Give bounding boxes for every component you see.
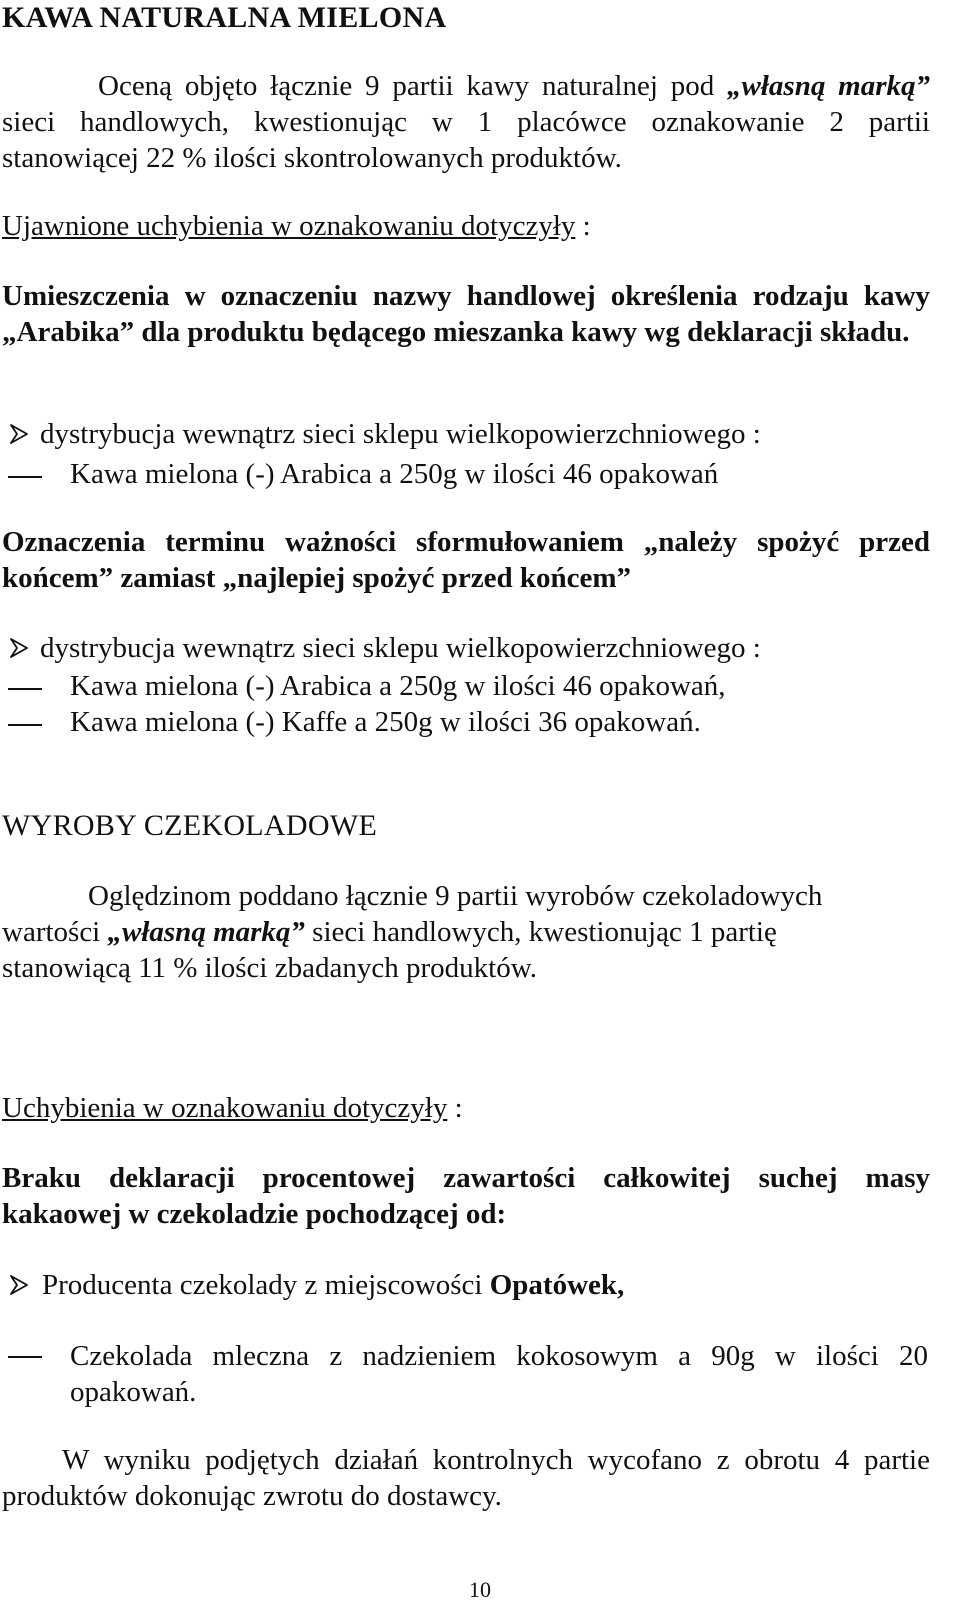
- chocolate-intro-paragraph: [2, 878, 872, 986]
- chocolate-issue-title: Braku deklaracji procentowej zawartości całkowitej suchej masy kakaowej w czekoladzie pochodzącej od:: [2, 1162, 930, 1230]
- coffee-issue1-item: Kawa mielona (-) Arabica a 250g w ilości 46 opakowań: [70, 458, 719, 490]
- chocolate-issues-label: [2, 1090, 930, 1126]
- section-heading-coffee: KAWA NATURALNA MIELONA: [2, 1, 447, 34]
- chocolate-product-item: Czekolada mleczna z nadzieniem kokosowym a 90g w ilości 20 opakowań.: [70, 1340, 928, 1408]
- chocolate-intro-prefix: Oględzinom poddano łącznie 9 partii wyrobów czekoladowych wartości: [2, 880, 823, 948]
- chocolate-producer-line: [42, 1267, 624, 1303]
- coffee-issue2-item-1: Kawa mielona (-) Arabica a 250g w ilości 46 opakowań,: [70, 670, 726, 702]
- coffee-issue2-item-2: Kawa mielona (-) Kaffe a 250g w ilości 36 opakowań.: [70, 706, 701, 738]
- dash-bullet-icon: [8, 1356, 42, 1358]
- dash-bullet-icon: [8, 688, 42, 690]
- arrow-bullet-icon: [6, 1272, 32, 1298]
- chocolate-summary-paragraph: W wyniku podjętych działań kontrolnych wycofano z obrotu 4 partie produktów dokonując zwrotu do dostawcy.: [2, 1444, 930, 1512]
- coffee-issues-label-text: Ujawnione uchybienia w oznakowaniu dotyczyły: [2, 210, 576, 242]
- page-number: 10: [469, 1577, 491, 1602]
- chocolate-issues-colon: :: [447, 1092, 463, 1124]
- coffee-issues-label: [2, 208, 930, 244]
- coffee-intro-prefix: Oceną objęto łącznie 9 partii kawy naturalnej pod: [98, 70, 715, 102]
- arrow-bullet-icon: [6, 421, 32, 447]
- coffee-issue1-title: Umieszczenia w oznaczeniu nazwy handlowej określenia rodzaju kawy „Arabika” dla produktu będącego mieszanka kawy wg deklaracji składu.: [2, 280, 930, 348]
- coffee-intro-paragraph: [2, 68, 930, 176]
- coffee-issue2-distribution: dystrybucja wewnątrz sieci sklepu wielkopowierzchniowego :: [40, 632, 761, 664]
- chocolate-producer-name: Opatówek,: [489, 1269, 625, 1301]
- chocolate-producer-prefix: Producenta czekolady z miejscowości: [42, 1269, 490, 1301]
- coffee-issue1-distribution: dystrybucja wewnątrz sieci sklepu wielkopowierzchniowego :: [40, 418, 761, 450]
- coffee-brand-phrase: „własną marką”: [727, 70, 930, 102]
- coffee-issue2-title: Oznaczenia terminu ważności sformułowaniem „należy spożyć przed końcem” zamiast „najlepiej spożyć przed końcem”: [2, 526, 930, 594]
- section-heading-chocolate: WYROBY CZEKOLADOWE: [2, 809, 378, 842]
- coffee-issues-colon: :: [575, 210, 591, 242]
- arrow-bullet-icon: [6, 635, 32, 661]
- coffee-intro-suffix: sieci handlowych, kwestionując w 1 placówce oznakowanie 2 partii stanowiącej 22 % ilości skontrolowanych produktów.: [2, 106, 930, 174]
- dash-bullet-icon: [8, 724, 42, 726]
- chocolate-intro-suffix: sieci handlowych, kwestionując 1 partię stanowiącą 11 % ilości zbadanych produktów.: [2, 916, 777, 984]
- chocolate-issues-label-text: Uchybienia w oznakowaniu dotyczyły: [2, 1092, 448, 1124]
- chocolate-brand-phrase: „własną marką”: [107, 916, 305, 948]
- dash-bullet-icon: [8, 476, 42, 478]
